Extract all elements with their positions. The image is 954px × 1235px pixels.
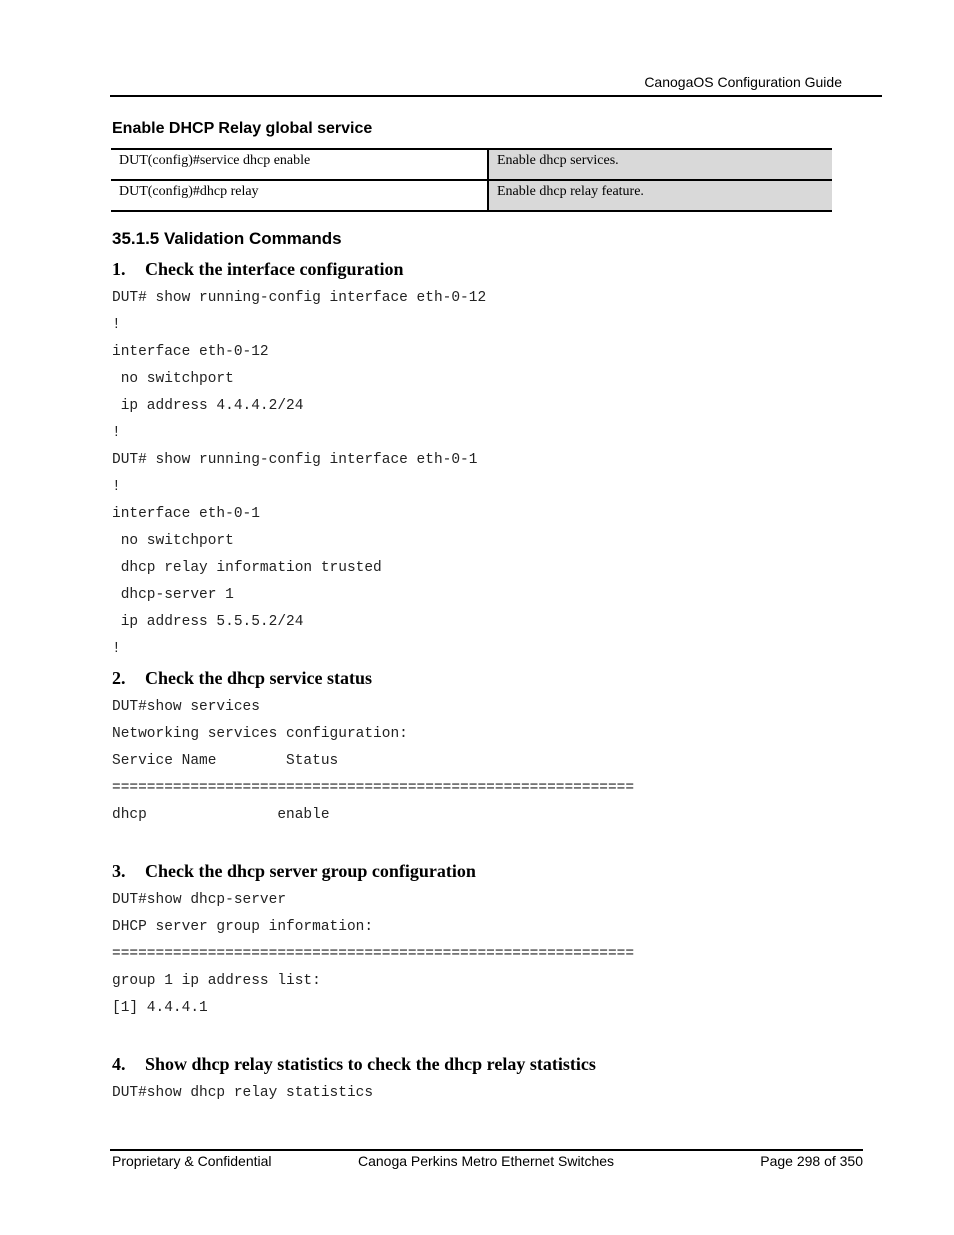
code-line: no switchport — [112, 533, 234, 549]
step-title: Show dhcp relay statistics to check the dhcp relay statistics — [145, 1054, 596, 1074]
code-line: Service Name Status — [112, 753, 339, 769]
step-title: Check the dhcp server group configuration — [145, 861, 476, 881]
header-divider — [110, 95, 882, 97]
subsection-title: 35.1.5 Validation Commands — [112, 229, 342, 248]
code-line: DUT#show dhcp relay statistics — [112, 1085, 374, 1101]
code-line: ! — [112, 479, 121, 495]
code-line: DUT#show services — [112, 699, 260, 715]
code-line: group 1 ip address list: — [112, 973, 321, 989]
step-title: Check the dhcp service status — [145, 668, 372, 688]
step-number: 3. — [112, 861, 126, 881]
step-number: 1. — [112, 259, 126, 279]
header-title: CanogaOS Configuration Guide — [644, 74, 842, 90]
command-cell: DUT(config)#dhcp relay — [111, 180, 488, 211]
section-title: Enable DHCP Relay global service — [112, 120, 373, 137]
code-line: ! — [112, 641, 121, 657]
code-line: DUT# show running-config interface eth-0-1 — [112, 452, 478, 468]
step-heading — [112, 1054, 596, 1075]
step-title: Check the interface configuration — [145, 259, 404, 279]
code-line: Networking services configuration: — [112, 726, 408, 742]
description-cell: Enable dhcp services. — [488, 149, 832, 180]
code-line: ip address 5.5.5.2/24 — [112, 614, 304, 630]
code-line: ============================================================ — [112, 780, 635, 796]
footer-divider — [110, 1149, 863, 1151]
code-line: dhcp relay information trusted — [112, 560, 382, 576]
footer-center: Canoga Perkins Metro Ethernet Switches — [358, 1153, 615, 1169]
code-line: ! — [112, 425, 121, 441]
code-line: DUT#show dhcp-server — [112, 892, 287, 908]
code-line: ============================================================ — [112, 946, 635, 962]
code-line: interface eth-0-12 — [112, 344, 269, 360]
code-line: interface eth-0-1 — [112, 506, 260, 522]
step-number: 4. — [112, 1054, 126, 1074]
code-line: DHCP server group information: — [112, 919, 374, 935]
code-line: [1] 4.4.4.1 — [112, 1000, 208, 1016]
command-cell: DUT(config)#service dhcp enable — [111, 149, 488, 180]
step-heading — [112, 259, 403, 280]
page-number: Page 298 of 350 — [760, 1153, 863, 1169]
code-line: DUT# show running-config interface eth-0-12 — [112, 290, 487, 306]
step-heading — [112, 668, 372, 689]
code-line: ip address 4.4.4.2/24 — [112, 398, 304, 414]
code-line: dhcp enable — [112, 807, 330, 823]
table-row — [111, 180, 832, 211]
step-number: 2. — [112, 668, 126, 688]
description-cell: Enable dhcp relay feature. — [488, 180, 832, 211]
table-row — [111, 149, 832, 180]
code-line: ! — [112, 317, 121, 333]
command-table — [111, 148, 832, 212]
step-heading — [112, 861, 476, 882]
code-line: dhcp-server 1 — [112, 587, 234, 603]
code-line: no switchport — [112, 371, 234, 387]
footer-left: Proprietary & Confidential — [112, 1153, 272, 1169]
